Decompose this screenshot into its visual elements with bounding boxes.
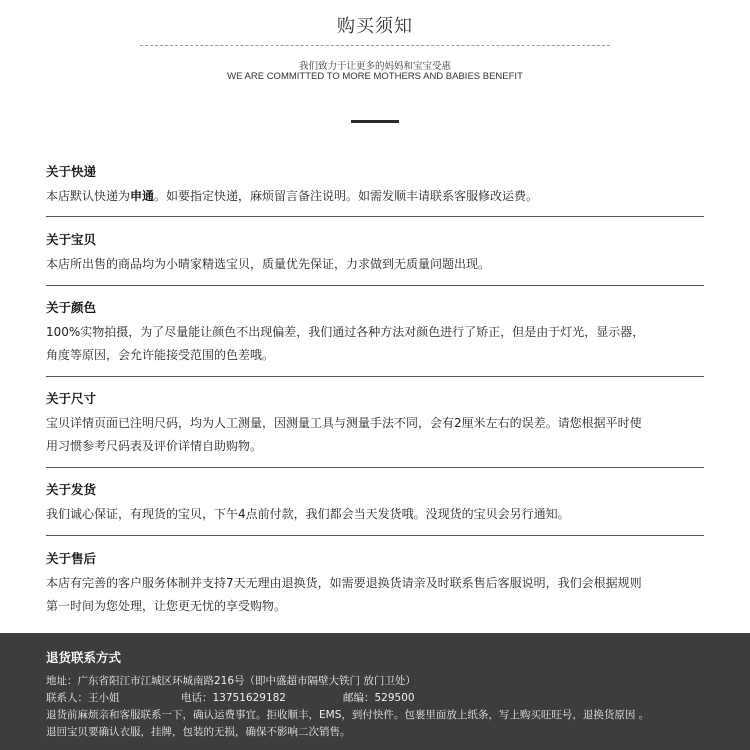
section-title: 关于宝贝: [46, 232, 97, 247]
section-divider: [46, 285, 704, 286]
section-text: 本店默认快递为申通。如要指定快递，麻烦留言备注说明。如需发顺丰请联系客服修改运费。: [46, 189, 539, 203]
section-text: 100%实物拍摄，为了尽量能让颜色不出现偏差，我们通过各种方法对颜色进行了矫正，但是由于灯光，显示器， 角度等原因，会允许能接受范围的色差哦。: [46, 325, 645, 362]
title-accent-bar: [351, 120, 399, 123]
return-condition-note: 退回宝贝要确认衣服，挂牌，包装的无损，确保不影响二次销售。: [46, 726, 351, 738]
footer-title: 退货联系方式: [46, 650, 122, 665]
return-address: 地址：广东省阳江市江城区环城南路216号（即中盛超市隔壁大铁门 放门卫处）: [46, 675, 416, 687]
section-title: 关于快递: [46, 164, 97, 179]
section-divider: [46, 535, 704, 536]
section-text: 宝贝详情页面已注明尺码，均为人工测量，因测量工具与测量手法不同，会有2厘米左右的误差。请您根据平时使 用习惯参考尺码表及评价详情自助购物。: [46, 416, 642, 453]
page-title: 购买须知: [337, 16, 413, 37]
dashed-divider: [140, 45, 610, 46]
section-divider: [46, 467, 704, 468]
section-title: 关于售后: [46, 551, 97, 566]
section-title: 关于尺寸: [46, 391, 97, 406]
section-shipping: [46, 164, 704, 208]
section-divider: [46, 376, 704, 377]
section-color: [46, 300, 704, 367]
zip-code: 邮编：529500: [343, 692, 415, 704]
section-title: 关于颜色: [46, 300, 97, 315]
contact-phone: 电话：13751629182: [181, 692, 286, 704]
section-title: 关于发货: [46, 482, 97, 497]
section-text: 我们诚心保证，有现货的宝贝，下午4点前付款，我们都会当天发货哦。没现货的宝贝会另行通知。: [46, 507, 570, 521]
return-contact-footer: [0, 633, 750, 750]
section-products: [46, 232, 704, 276]
contact-row: [46, 690, 415, 705]
courier-name: 申通: [130, 189, 155, 203]
section-divider: [46, 216, 704, 217]
subtitle-chinese: 我们致力于让更多的妈妈和宝宝受惠: [298, 61, 451, 72]
section-after-sales: [46, 551, 704, 618]
subtitle-english: WE ARE COMMITTED TO MORE MOTHERS AND BABIES BENEFIT: [227, 71, 523, 82]
section-size: [46, 391, 704, 458]
section-delivery: [46, 482, 704, 526]
return-note: 退货前麻烦亲和客服联系一下，确认运费事宜。拒收顺丰，EMS，到付快件。包裹里面放上纸条，写上购买旺旺号，退换货原因 。: [46, 709, 650, 721]
section-text: 本店所出售的商品均为小晴家精选宝贝，质量优先保证，力求做到无质量问题出现。: [46, 257, 491, 271]
contact-person: 联系人：王小姐: [46, 692, 120, 704]
section-text: 本店有完善的客户服务体制并支持7天无理由退换货，如需要退换货请亲及时联系售后客服说明，我们会根据规则 第一时间为您处理，让您更无忧的享受购物。: [46, 576, 642, 613]
